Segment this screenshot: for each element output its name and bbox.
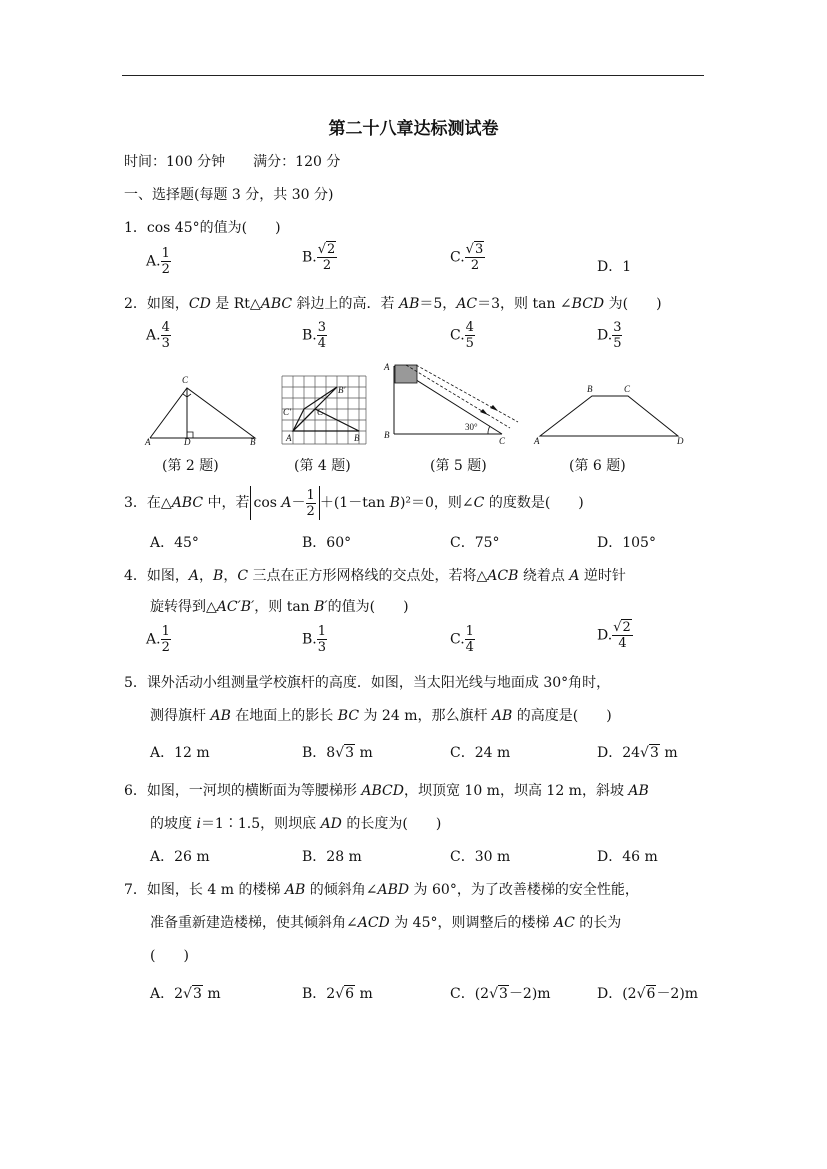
q3-option-a: A．45°: [150, 535, 199, 551]
q1-stem: 1．cos 45°的值为( ): [124, 220, 281, 236]
label-c: C: [624, 384, 631, 394]
q2-option-a: A. $\frac{4}{3}$: [146, 320, 170, 351]
label-b: B: [250, 437, 256, 447]
q4-option-b: B. $\frac{1}{3}$: [302, 624, 327, 655]
q2-option-b: B. $\frac{3}{4}$: [302, 320, 327, 351]
label-d: D: [677, 436, 684, 446]
exam-meta: [124, 151, 340, 171]
q5-stem-line1: 5．课外活动小组测量学校旗杆的高度．如图，当太阳光线与地面成 30°角时，: [124, 675, 611, 691]
q3-option-d: D．105°: [597, 535, 656, 551]
label-b-prime: B′: [338, 385, 346, 395]
label-b: B: [354, 433, 360, 443]
q7-stem-line2: 准备重新建造楼梯，使其倾斜角∠ACD 为 45°，则调整后的楼梯 AC 的长为: [150, 915, 622, 931]
q2-option-c: C. $\frac{4}{5}$: [450, 320, 474, 351]
q6-option-b: B．28 m: [302, 849, 362, 865]
caption-fig4: (第 4 题): [294, 458, 351, 474]
q1-option-a: A. $\frac{1}{2}$: [146, 246, 170, 277]
q7-stem-line3: ( ): [150, 948, 189, 964]
label-b: B: [587, 384, 593, 394]
q7-option-b: B．2√6 m: [302, 986, 373, 1002]
q5-option-c: C．24 m: [450, 745, 511, 761]
q4-stem-line1: 4．如图，A，B，C 三点在正方形网格线的交点处，若将△ACB 绕着点 A 逆时针: [124, 568, 626, 584]
q7-option-d: D．(2√6－2)m: [597, 986, 699, 1002]
caption-fig6: (第 6 题): [569, 458, 626, 474]
label-a: A: [384, 362, 390, 372]
figure-q5-flagpole: [380, 360, 520, 446]
q7-option-c: C．(2√3－2)m: [450, 986, 551, 1002]
q3-option-b: B．60°: [302, 535, 352, 551]
label-b: B: [384, 430, 390, 440]
q7-option-a: A．2√3 m: [150, 986, 221, 1002]
figure-q6-trapezoid: [530, 382, 690, 447]
label-a: A: [145, 437, 151, 447]
q3-stem: 3．在△ABC 中，若 cos A－ $\frac{1}{2}$ ＋(1－tan B)²＝0，则∠C 的度数是( ): [124, 487, 584, 519]
label-c: C: [499, 436, 506, 446]
q7-stem-line1: 7．如图，长 4 m 的楼梯 AB 的倾斜角∠ABD 为 60°，为了改善楼梯的安全性能，: [124, 882, 639, 898]
figure-q2-triangle: [140, 372, 265, 447]
q4-option-d: D. $\frac{√2}{4}$: [597, 620, 631, 651]
section-heading: 一、选择题(每题 3 分，共 30 分): [124, 187, 334, 203]
q5-option-d: D．24√3 m: [597, 745, 678, 761]
q5-option-a: A．12 m: [150, 745, 210, 761]
q4-stem-line2: 旋转得到△AC′B′，则 tan B′的值为( ): [150, 599, 409, 615]
caption-fig2: (第 2 题): [162, 458, 219, 474]
q6-option-a: A．26 m: [150, 849, 210, 865]
q6-stem-line2: 的坡度 i＝1∶1.5，则坝底 AD 的长度为( ): [150, 816, 442, 832]
label-d: D: [184, 437, 191, 447]
q5-option-b: B．8√3 m: [302, 745, 373, 761]
label-c-prime: C′: [283, 407, 291, 417]
label-c: C: [182, 375, 189, 385]
label-a: A: [534, 436, 540, 446]
q6-option-c: C．30 m: [450, 849, 511, 865]
label-a: A: [286, 433, 292, 443]
page-title: 第二十八章达标测试卷: [328, 119, 499, 139]
q4-option-a: A. $\frac{1}{2}$: [146, 624, 170, 655]
q2-stem: 2．如图，CD 是 Rt△ABC 斜边上的高．若 AB＝5，AC＝3，则 tan ∠BCD 为( ): [124, 296, 662, 312]
q6-stem-line1: 6．如图，一河坝的横断面为等腰梯形 ABCD，坝顶宽 10 m，坝高 12 m，斜坡 AB: [124, 783, 649, 799]
caption-fig5: (第 5 题): [430, 458, 487, 474]
q6-option-d: D．46 m: [597, 849, 658, 865]
figure-q4-grid: [281, 375, 367, 445]
full-score: 满分：120 分: [253, 154, 341, 170]
q3-option-c: C．75°: [450, 535, 500, 551]
label-c: C: [317, 407, 324, 417]
q4-option-c: C. $\frac{1}{4}$: [450, 624, 474, 655]
top-rule: [122, 75, 704, 76]
q1-option-c: C. $\frac{√3}{2}$: [450, 242, 484, 273]
q1-option-b: B. $\frac{√2}{2}$: [302, 242, 336, 273]
q2-option-d: D. $\frac{3}{5}$: [597, 320, 622, 351]
q1-option-d: D．1: [597, 259, 632, 275]
q5-stem-line2: 测得旗杆 AB 在地面上的影长 BC 为 24 m，那么旗杆 AB 的高度是( ): [150, 708, 612, 724]
time-limit: 时间：100 分钟: [124, 154, 226, 170]
label-angle: 30°: [465, 422, 478, 432]
